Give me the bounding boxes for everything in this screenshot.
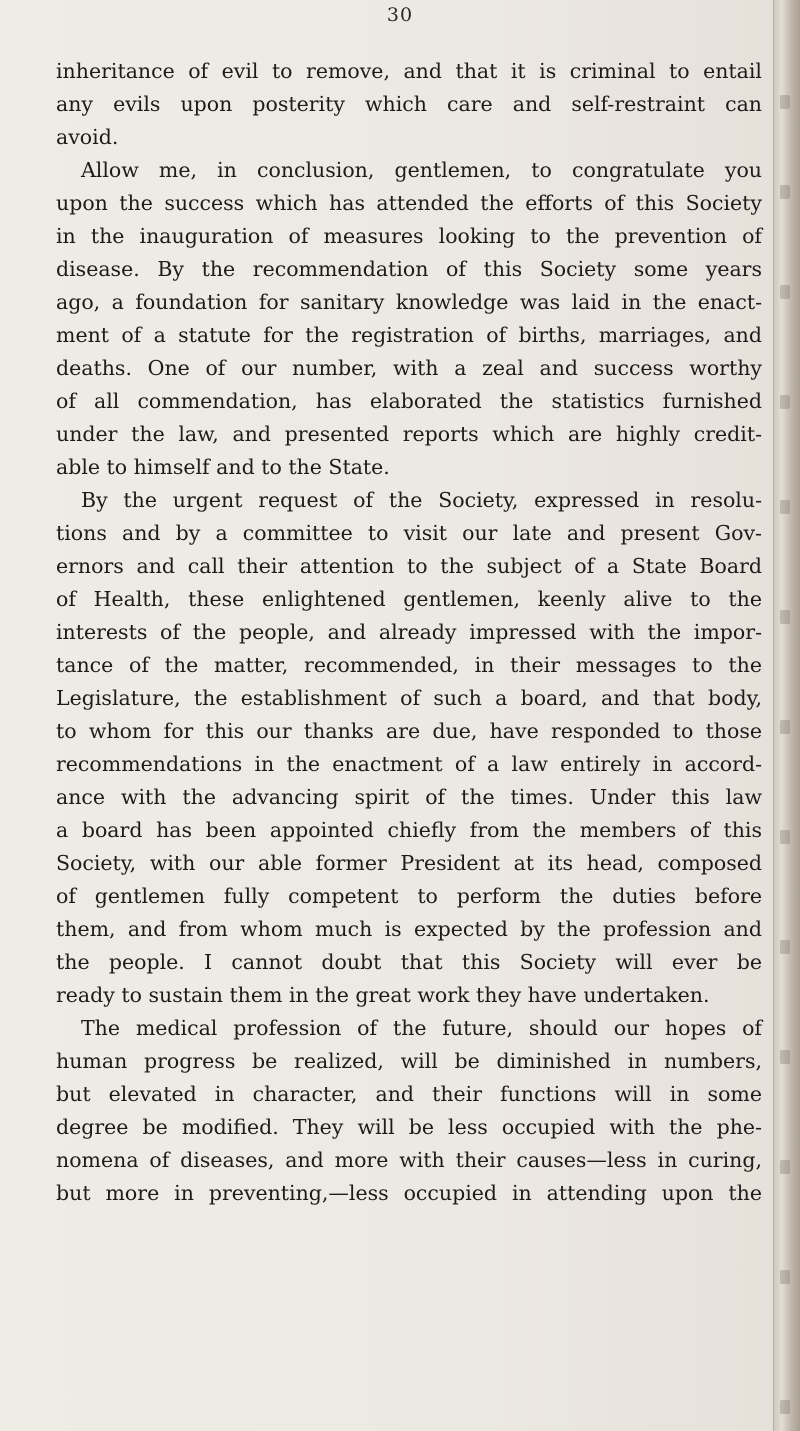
text-line: of all commendation, has elaborated the statistics furnished — [56, 389, 762, 413]
text-line: the people. I cannot doubt that this Society will ever be — [56, 950, 762, 974]
edge-mark — [780, 1270, 790, 1284]
text-line: inheritance of evil to remove, and that it is criminal to entail — [56, 59, 762, 83]
text-line: a board has been appointed chiefly from the members of this — [56, 818, 762, 842]
paragraph-start-line: The medical profession of the future, should our hopes of — [81, 1016, 762, 1040]
paragraph-start-line: Allow me, in conclusion, gentlemen, to congratulate you — [81, 158, 762, 182]
text-line: tance of the matter, recommended, in their messages to the — [56, 653, 762, 677]
text-line: any evils upon posterity which care and self-restraint can — [56, 92, 762, 116]
edge-mark — [780, 830, 790, 844]
text-line: ance with the advancing spirit of the times. Under this law — [56, 785, 762, 809]
text-line: in the inauguration of measures looking to the prevention of — [56, 224, 762, 248]
text-line: under the law, and presented reports which are highly credit- — [56, 422, 762, 446]
text-line: Society, with our able former President at its head, composed — [56, 851, 762, 875]
edge-mark — [780, 500, 790, 514]
text-line: avoid. — [56, 125, 119, 149]
edge-mark — [780, 720, 790, 734]
edge-mark — [780, 940, 790, 954]
edge-mark — [780, 610, 790, 624]
text-line: disease. By the recommendation of this Society some years — [56, 257, 762, 281]
page-number: 30 — [386, 4, 414, 26]
edge-mark — [780, 395, 790, 409]
edge-mark — [780, 185, 790, 199]
text-line: upon the success which has attended the efforts of this Society — [56, 191, 762, 215]
text-line: deaths. One of our number, with a zeal and success worthy — [56, 356, 762, 380]
paragraph-start-line: By the urgent request of the Society, expressed in resolu- — [81, 488, 762, 512]
text-line: tions and by a committee to visit our late and present Gov- — [56, 521, 762, 545]
text-line: degree be modified. They will be less occupied with the phe- — [56, 1115, 762, 1139]
text-line: interests of the people, and already impressed with the impor- — [56, 620, 762, 644]
body-text — [56, 55, 762, 1210]
text-line: but more in preventing,—less occupied in attending upon the — [56, 1181, 762, 1205]
text-line: but elevated in character, and their functions will in some — [56, 1082, 762, 1106]
text-line: ago, a foundation for sanitary knowledge was laid in the enact- — [56, 290, 762, 314]
page-binding-edge — [773, 0, 800, 1431]
edge-mark — [780, 95, 790, 109]
text-line: ready to sustain them in the great work they have undertaken. — [56, 983, 710, 1007]
text-line: able to himself and to the State. — [56, 455, 390, 479]
text-line: recommendations in the enactment of a law entirely in accord- — [56, 752, 762, 776]
edge-mark — [780, 285, 790, 299]
text-line: them, and from whom much is expected by the profession and — [56, 917, 762, 941]
text-line: human progress be realized, will be diminished in numbers, — [56, 1049, 762, 1073]
text-line: of gentlemen fully competent to perform the duties before — [56, 884, 762, 908]
text-line: to whom for this our thanks are due, have responded to those — [56, 719, 762, 743]
edge-mark — [780, 1050, 790, 1064]
text-line: ernors and call their attention to the subject of a State Board — [56, 554, 762, 578]
text-line: ment of a statute for the registration of births, marriages, and — [56, 323, 762, 347]
edge-mark — [780, 1160, 790, 1174]
edge-mark — [780, 1400, 790, 1414]
text-line: Legislature, the establishment of such a board, and that body, — [56, 686, 762, 710]
text-line: nomena of diseases, and more with their causes—less in curing, — [56, 1148, 762, 1172]
text-line: of Health, these enlightened gentlemen, keenly alive to the — [56, 587, 762, 611]
